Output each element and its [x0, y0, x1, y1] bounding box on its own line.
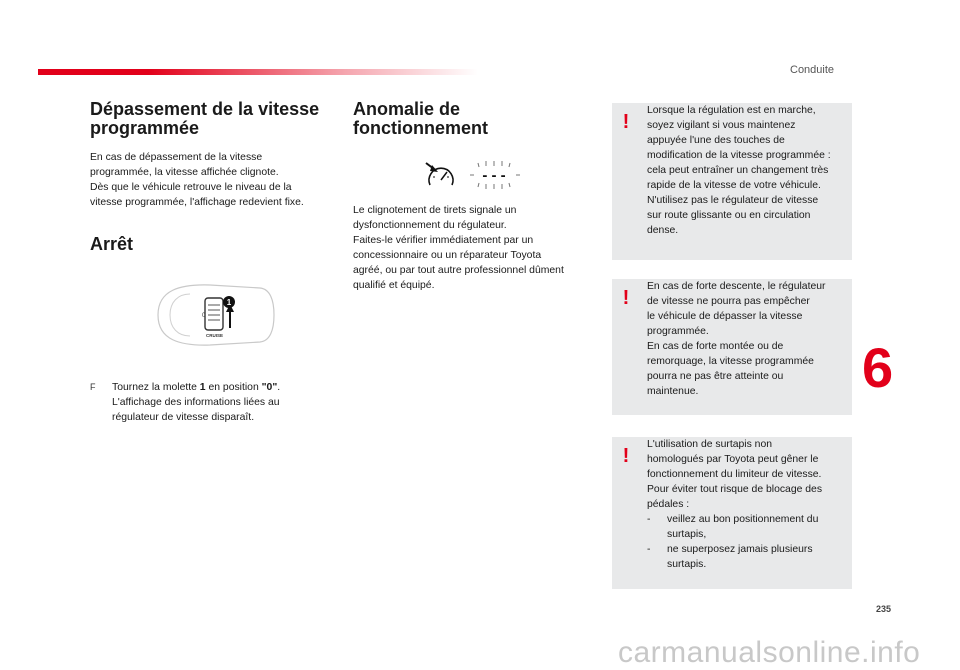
warning-text-2: En cas de forte descente, le régulateur de vitesse ne pourra pas empêcher le véhicule de dépasser la vitesse programmée. En cas de forte montée ou de remorquage, la vitesse programmée pourra ne pas être atteinte ou maintenue. — [647, 281, 826, 397]
warning-icon: ! — [622, 445, 630, 467]
fault-dashes: - - - — [482, 167, 506, 184]
watermark: carmanualsonline.info — [618, 636, 921, 669]
heading-depassement: Dépassement de la vitesse programmée — [90, 99, 320, 138]
header-accent-bar — [38, 69, 478, 75]
section-label: Conduite — [790, 64, 835, 76]
warning-icon: ! — [622, 111, 630, 133]
position-zero-label: 0 — [202, 313, 206, 319]
chapter-number: 6 — [862, 336, 894, 399]
arret-instruction-text: Tournez la molette 1 en position "0". L'affichage des informations liées au régulateur de vitesse disparaît. — [112, 382, 281, 423]
cruise-label: CRUISE — [206, 333, 224, 338]
list-item: - veillez au bon positionnement du surtapis, — [647, 514, 819, 540]
anomalie-text: Le clignotement de tirets signale un dysfonctionnement du régulateur. Faites-le vérifier immédiatement par un concessionnaire ou un réparateur Toyota agréé, ou par tout autre professionnel dûment qualifié et équipé. — [353, 205, 564, 291]
depassement-text: En cas de dépassement de la vitesse programmée, la vitesse affichée clignote. Dès que le véhicule retrouve le niveau de la vitesse programmée, l'affichage redevient fixe. — [90, 152, 304, 208]
bullet-icon: F — [90, 382, 96, 392]
warning-icon: ! — [622, 287, 630, 309]
heading-arret: Arrêt — [90, 234, 134, 254]
warning-box-3 — [612, 437, 852, 589]
list-item: - ne superposez jamais plusieurs surtapis. — [647, 544, 813, 570]
warning-text-1: Lorsque la régulation est en marche, soyez vigilant si vous maintenez appuyée l'une des touches de modification de la vitesse programmée : cela peut entraîner un changement très rapide de la vitesse de votre véhicule. N'utilisez pas le régulateur de vitesse sur route glissante ou en circulation dense. — [647, 105, 831, 236]
step-badge: 1 — [226, 298, 232, 307]
warning-box-1 — [612, 103, 852, 260]
arret-instruction — [90, 380, 340, 425]
warning-box-2 — [612, 279, 852, 415]
cruise-lever-figure — [150, 280, 280, 350]
warning-text-3: L'utilisation de surtapis non homologués par Toyota peut gêner le fonctionnement du limiteur de vitesse. Pour éviter tout risque de blocage des pédales : - veillez au bon positionnement du surtapis, - ne superposez jamais plusieurs surtapis. — [647, 437, 847, 572]
heading-anomalie: Anomalie de fonctionnement — [353, 99, 488, 138]
speedometer-icon — [426, 163, 453, 185]
cruise-fault-display-figure — [420, 155, 525, 195]
page-number: 235 — [876, 604, 892, 614]
